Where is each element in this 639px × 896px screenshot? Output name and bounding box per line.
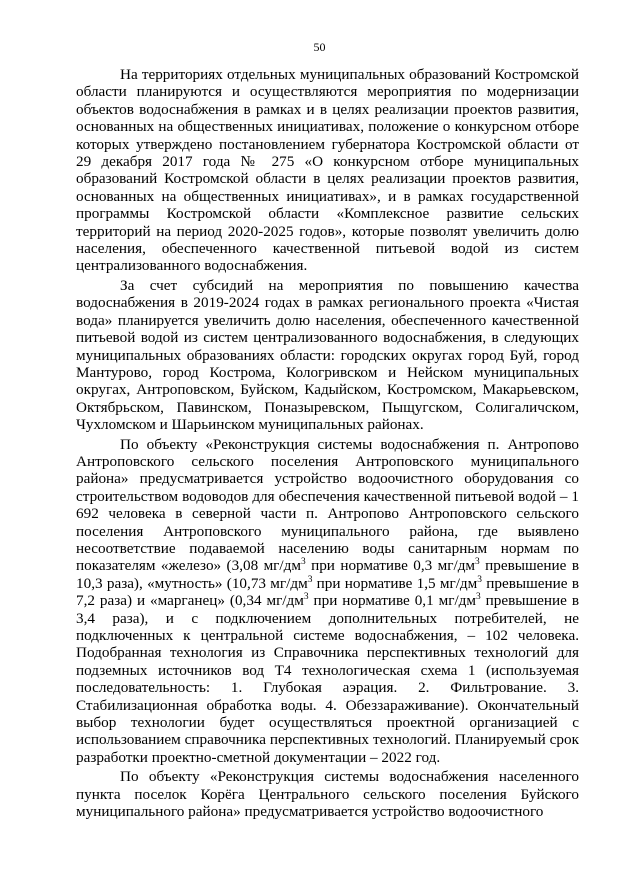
superscript-cube: 3 bbox=[477, 574, 482, 585]
paragraph-text: при нормативе 0,3 мг/дм bbox=[305, 557, 476, 575]
superscript-cube: 3 bbox=[300, 557, 306, 568]
paragraph-antropovo-reconstruction bbox=[76, 436, 579, 767]
paragraph-text: По объекту «Реконструкция системы водоснабжения п. Антропово Антроповского сельского поселения Антроповского муниципального района» предусматривается устройство водоочистного оборудования со строительством водоводов для обеспечения качественной питьевой водой – 1 692 человека в северной части п. Антропово Антроповского сельского поселения Антроповского муниципального района, где выявлено несоответствие подаваемой населению воды санитарным нормам по показателям «железо» (3,08 мг/дм bbox=[76, 435, 579, 575]
superscript-cube: 3 bbox=[476, 592, 481, 603]
paragraph-text: при нормативе 0,1 мг/дм bbox=[308, 592, 477, 610]
superscript-cube: 3 bbox=[475, 557, 480, 568]
paragraph-clean-water-project bbox=[76, 277, 579, 434]
paragraph-text: при нормативе 1,5 мг/дм bbox=[312, 574, 478, 592]
superscript-cube: 3 bbox=[303, 592, 309, 603]
paragraph-text: По объекту «Реконструкция системы водоснабжения населенного пункта поселок Корёга Центрального сельского поселения Буйского муниципального района» предусматривается устройство водоочистного bbox=[76, 768, 579, 821]
paragraph-text: превышение в 10,3 раза), «мутность» (10,73 мг/дм bbox=[76, 557, 579, 592]
page-number: 50 bbox=[313, 40, 326, 54]
paragraph-text: За счет субсидий на мероприятия по повышению качества водоснабжения в 2019-2024 годах в рамках регионального проекта «Чистая вода» планируется увеличить долю населения, обеспеченного качественной питьевой водой из систем централизованного водоснабжения, в следующих муниципальных образованиях области: городских округах город Буй, город Мантурово, город Кострома, Кологривском и Нейском муниципальных округах, Антроповском, Буйском, Кадыйском, Костромском, Макарьевском, Октябрьском, Павинском, Поназыревском, Пыщугском, Солигаличском, Чухломском и Шарьинском муниципальных районах. bbox=[76, 276, 579, 434]
paragraph-water-projects-initiatives bbox=[76, 66, 579, 275]
paragraph-korega-reconstruction bbox=[76, 768, 579, 820]
page-body bbox=[76, 66, 579, 820]
paragraph-text: превышение в 3,4 раза), и с подключением дополнительных потребителей, не подключенных к центральной системе водоснабжения, – 102 человека. Подобранная технология из Справочника перспективных технологий для подземных источников вод Т4 технологическая схема 1 (используемая последовательность: 1. Глубокая аэрация. 2. Фильтрование. 3. Стабилизационная обработка воды. 4. Обеззараживание). Окончательный выбор технологии будет осуществляться проектной организацией с использованием справочника перспективных технологий. Планируемый срок разработки проектно-сметной документации – 2022 год. bbox=[76, 592, 579, 766]
superscript-cube: 3 bbox=[307, 574, 313, 585]
paragraph-text: На территориях отдельных муниципальных образований Костромской области планируются и осуществляются мероприятия по модернизации объектов водоснабжения в рамках и в целях реализации проектов развития, основанных на общественных инициативах, положение о конкурсном отборе которых утверждено постановлением губернатора Костромской области от 29 декабря 2017 года № 275 «О конкурсном отборе муниципальных образований Костромской области в целях реализации проектов развития, основанных на общественных инициативах», и в рамках государственной программы Костромской области «Комплексное развитие сельских территорий на период 2020-2025 годов», которые позволят увеличить долю населения, обеспеченного качественной питьевой водой из систем централизованного водоснабжения. bbox=[76, 66, 579, 275]
paragraph-text: превышение в 7,2 раза) и «марганец» (0,34 мг/дм bbox=[76, 574, 579, 610]
